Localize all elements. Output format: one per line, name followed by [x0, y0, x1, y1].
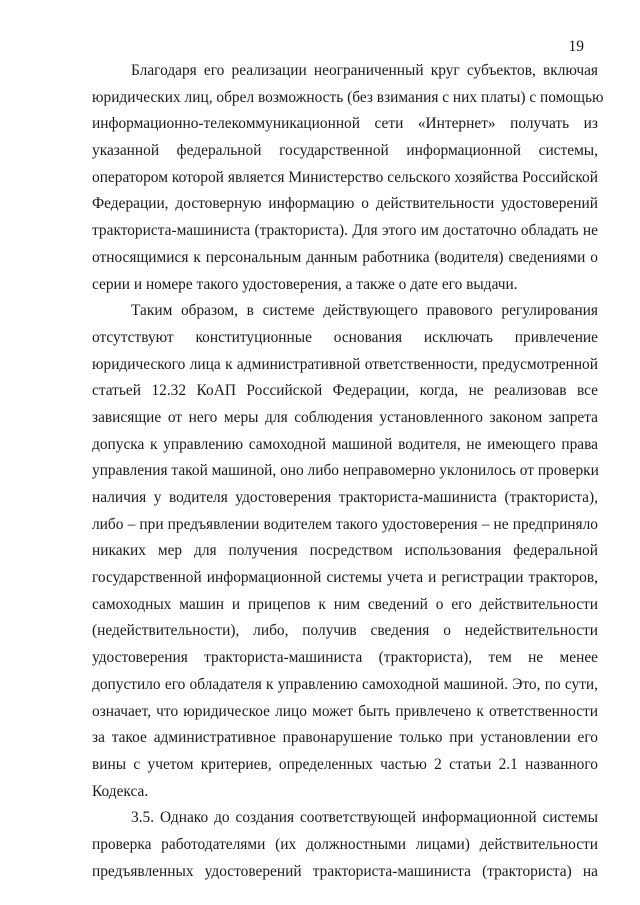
page-number: 19: [568, 38, 584, 55]
text-line: Кодекса.: [92, 782, 149, 800]
text-line: оператором которой является Министерство сельского хозяйства Российской: [92, 168, 598, 186]
text-line: относящимися к персональным данным работника (водителя) сведениями о: [92, 248, 598, 266]
text-line: наличия у водителя удостоверения тракториста-машиниста (тракториста),: [92, 489, 598, 506]
text-line: означает, что юридическое лицо может быть привлечено к ответственности: [92, 702, 598, 720]
text-line: серии и номере такого удостоверения, а также о дате его выдачи.: [92, 275, 518, 293]
text-line: статьей 12.32 КоАП Российской Федерации, когда, не реализовав все: [92, 382, 598, 400]
text-line: Благодаря его реализации неограниченный круг субъектов, включая: [131, 62, 598, 79]
text-line: управления такой машиной, оно либо неправомерно уклонилось от проверки: [92, 462, 599, 480]
document-body: [92, 58, 604, 885]
text-line: информационно-телекоммуникационной сети «Интернет» получать из: [92, 115, 598, 133]
text-line: либо – при предъявлении водителем такого удостоверения – не предприняло: [92, 515, 598, 533]
text-line: Таким образом, в системе действующего правового регулирования: [131, 302, 598, 320]
text-line: государственной информационной системы учета и регистрации тракторов,: [92, 569, 598, 587]
text-line: допуска к управлению самоходной машиной водителя, не имеющего права: [92, 435, 598, 453]
text-line: тракториста-машиниста (тракториста). Для этого им достаточно обладать не: [92, 222, 598, 240]
text-line: вины с учетом критериев, определенных частью 2 статьи 2.1 названного: [92, 755, 598, 773]
text-line: зависящие от него меры для соблюдения установленного законом запрета: [92, 408, 598, 426]
text-line: отсутствуют конституционные основания исключать привлечение: [92, 328, 598, 346]
text-line: юридического лица к административной ответственности, предусмотренной: [92, 355, 598, 373]
text-line: самоходных машин и прицепов к ним сведений о его действительности: [92, 595, 598, 613]
text-line: допустило его обладателя к управлению самоходной машиной. Это, по сути,: [92, 675, 598, 693]
text-line: 3.5. Однако до создания соответствующей информационной системы: [131, 809, 598, 827]
text-line: удостоверения тракториста-машиниста (тракториста), тем не менее: [92, 649, 598, 667]
text-line: проверка работодателями (их должностными лицами) действительности: [92, 835, 598, 853]
text-line: предъявленных удостоверений тракториста-машиниста (тракториста) на: [92, 862, 598, 880]
text-line: за такое административное правонарушение только при установлении его: [92, 729, 598, 747]
text-line: никаких мер для получения посредством использования федеральной: [92, 542, 598, 560]
text-line: юридических лиц, обрел возможность (без взимания с них платы) с помощью: [92, 88, 604, 106]
text-line: Федерации, достоверную информацию о действительности удостоверений: [92, 195, 598, 213]
text-line: (недействительности), либо, получив сведения о недействительности: [92, 622, 598, 640]
text-line: указанной федеральной государственной информационной системы,: [92, 142, 598, 160]
